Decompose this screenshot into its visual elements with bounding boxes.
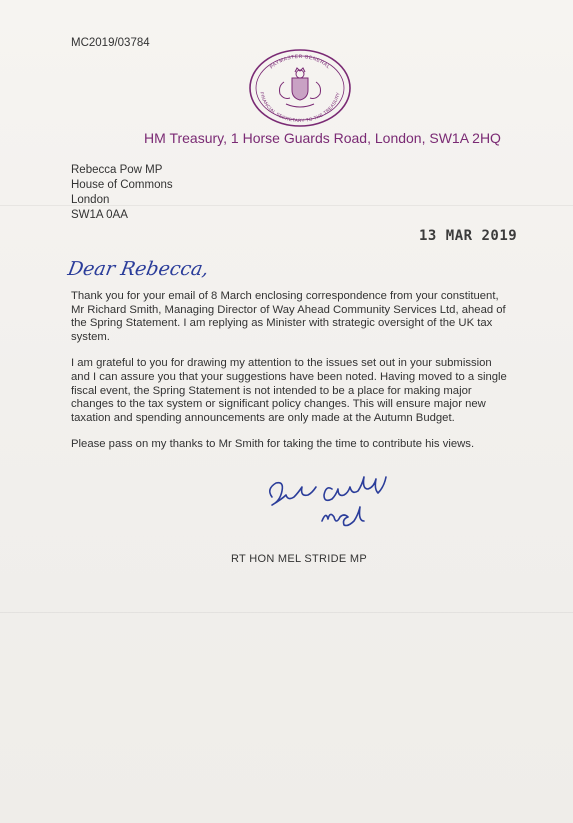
svg-text:PAYMASTER GENERAL: PAYMASTER GENERAL	[268, 53, 332, 71]
paper-fold	[0, 612, 573, 613]
letter-body	[71, 290, 511, 465]
handwritten-salutation: Dear Rebecca,	[66, 258, 211, 280]
sender-address: HM Treasury, 1 Horse Guards Road, London, SW1A 2HQ	[144, 130, 501, 146]
recipient-line: House of Commons	[71, 179, 173, 191]
paragraph: I am grateful to you for drawing my attention to the issues set out in your submission and I can assure you that your suggestions have been noted. Having moved to a single fiscal event, the Spring Statement is not intended to be a place for making major changes to the tax system or significant policy changes. This will ensure major new taxation and spending announcements are only made at the Autumn Budget.	[71, 357, 507, 424]
handwritten-signature	[262, 475, 432, 545]
paragraph: Please pass on my thanks to Mr Smith for taking the time to contribute his views.	[71, 438, 475, 451]
treasury-crest-seal	[248, 48, 352, 128]
date-stamp: 13 MAR 2019	[419, 228, 518, 244]
recipient-address	[71, 163, 173, 223]
paragraph: Thank you for your email of 8 March enclosing correspondence from your constituent, Mr Richard Smith, Managing Director of Way Ahead Community Services Ltd, ahead of the Spring Statement. I am replying as Minister with strategic oversight of the UK tax system.	[71, 290, 506, 343]
signatory-name: RT HON MEL STRIDE MP	[231, 553, 367, 565]
recipient-line: London	[71, 194, 110, 206]
reference-number: MC2019/03784	[71, 37, 150, 49]
recipient-postcode: SW1A 0AA	[71, 209, 128, 221]
recipient-name: Rebecca Pow MP	[71, 164, 163, 176]
svg-text:FINANCIAL SECRETARY TO THE TRE: FINANCIAL SECRETARY TO THE TREASURY	[259, 91, 341, 124]
